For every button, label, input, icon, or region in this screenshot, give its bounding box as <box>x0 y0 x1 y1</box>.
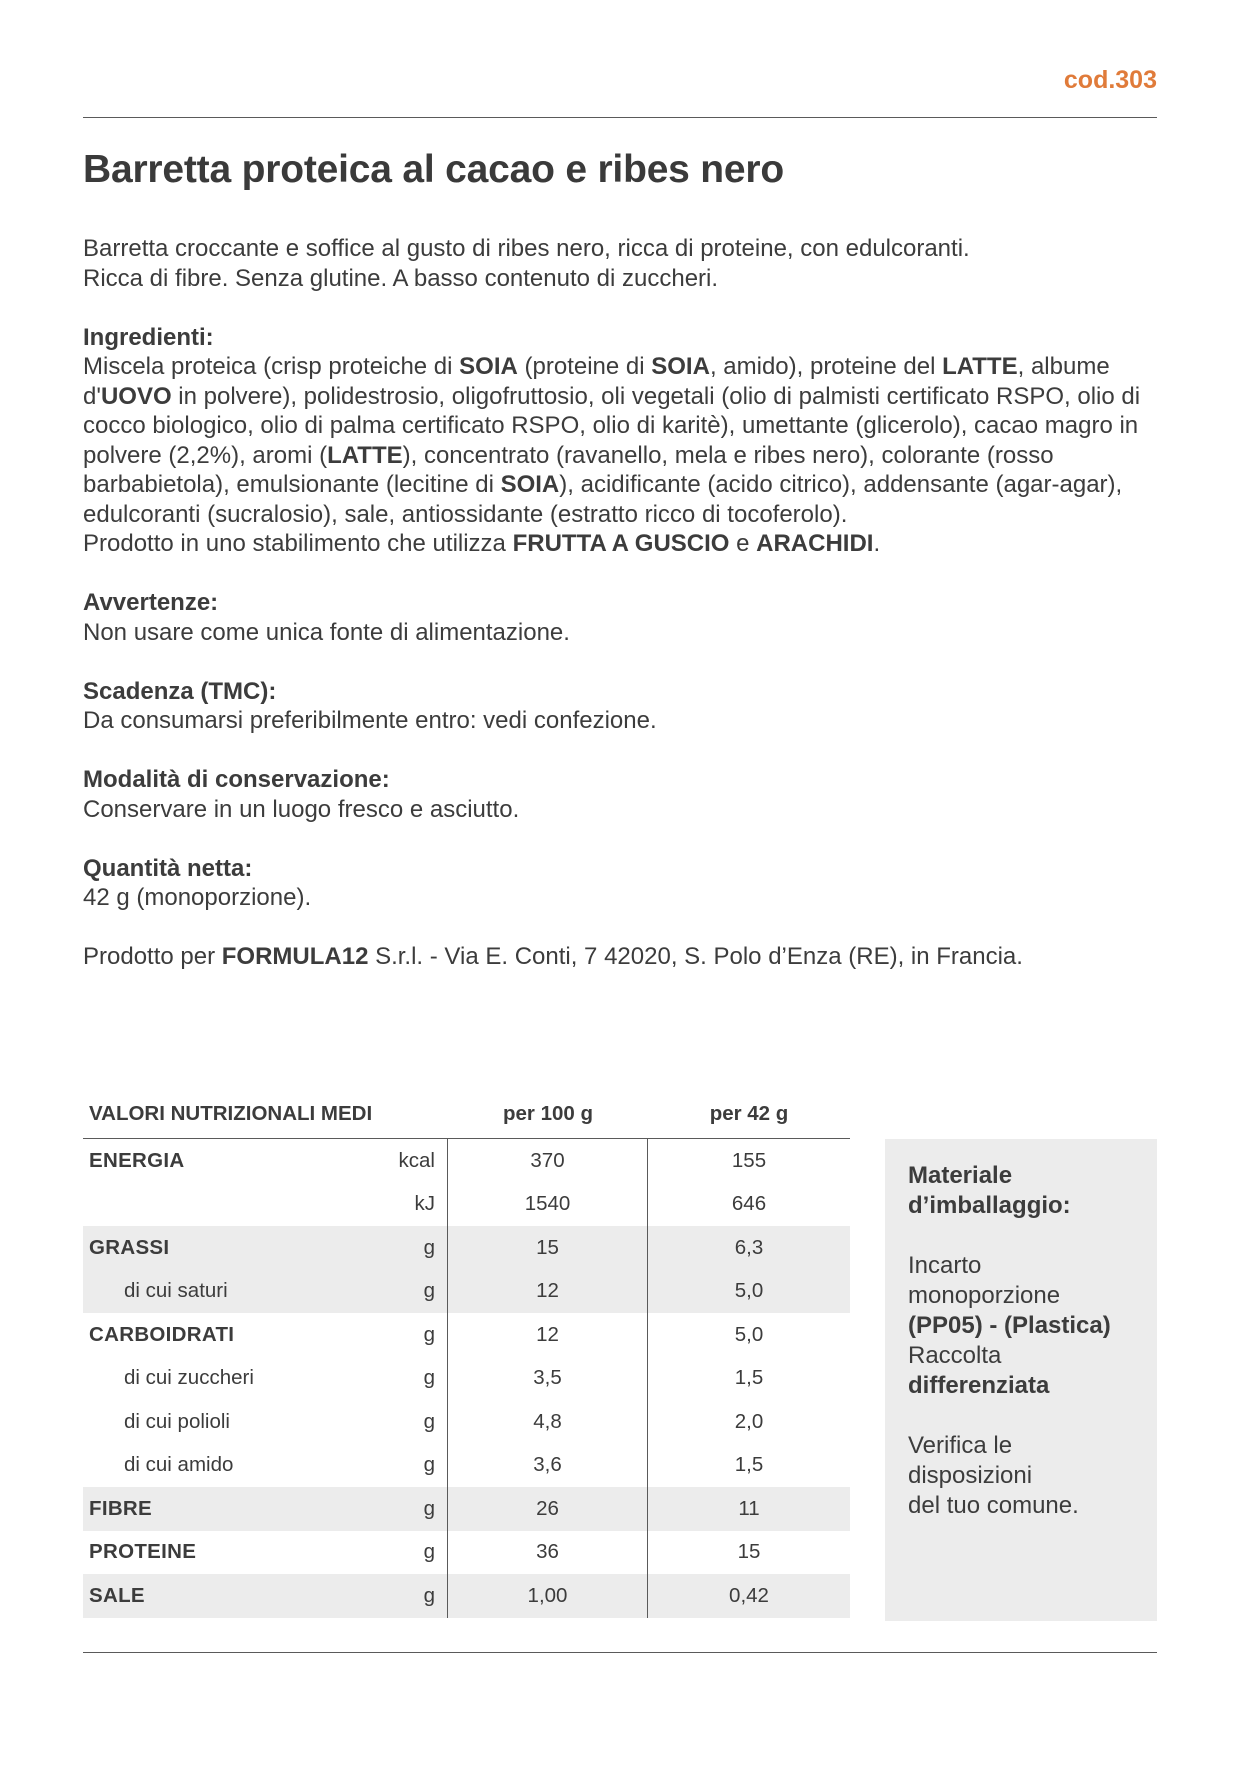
storage-heading: Modalità di conservazione: <box>83 766 390 793</box>
table-row <box>83 1400 850 1444</box>
nutrient-name: di cui saturi <box>124 1279 228 1303</box>
value-per-42g: 1,5 <box>734 1366 764 1390</box>
packaging-line: Incarto <box>908 1252 982 1279</box>
nutrient-unit: kJ <box>353 1183 448 1227</box>
net-quantity-heading: Quantità netta: <box>83 854 253 882</box>
producer-brand: FORMULA12 <box>221 943 369 970</box>
packaging-line: Raccolta <box>908 1342 1002 1369</box>
value-per-42g: 0,42 <box>729 1583 769 1607</box>
nutrient-name: CARBOIDRATI <box>89 1322 235 1346</box>
producer-prefix: Prodotto per <box>83 943 222 970</box>
packaging-line: differenziata <box>908 1372 1050 1399</box>
facility-part: e <box>729 530 757 557</box>
value-per-100g: 12 <box>448 1270 648 1314</box>
nutrient-name: di cui amido <box>124 1453 234 1477</box>
nutrient-unit: kcal <box>353 1139 448 1183</box>
producer-address: S.r.l. - Via E. Conti, 7 42020, S. Polo d’Enza (RE), in Francia. <box>368 943 1023 970</box>
warnings-heading: Avvertenze: <box>83 589 219 616</box>
nutrient-unit: g <box>353 1487 448 1531</box>
packaging-heading-line: d’imballaggio: <box>908 1192 1071 1219</box>
ingredients-heading: Ingredienti: <box>83 323 214 351</box>
table-row <box>83 1183 850 1227</box>
packaging-note <box>908 1431 1137 1521</box>
ingredients-part: , albume d' <box>83 353 1110 410</box>
ingredients-part: (proteine di <box>517 353 652 380</box>
table-row <box>83 1574 850 1618</box>
value-per-42g: 2,0 <box>734 1409 764 1433</box>
table-row <box>83 1139 850 1183</box>
allergen: FRUTTA A GUSCIO <box>512 530 730 557</box>
net-quantity-text: 42 g (monoporzione). <box>83 884 312 911</box>
nutrient-unit: g <box>353 1270 448 1314</box>
description-line-1: Barretta croccante e soffice al gusto di ribes nero, ricca di proteine, con edulcoranti. <box>83 235 970 262</box>
value-per-42g: 15 <box>737 1540 761 1564</box>
allergen: SOIA <box>459 353 518 380</box>
value-per-100g: 3,5 <box>448 1357 648 1401</box>
page-title: Barretta proteica al cacao e ribes nero <box>83 148 785 191</box>
table-row <box>83 1357 850 1401</box>
allergen: ARACHIDI <box>756 530 874 557</box>
nutrient-unit: g <box>353 1531 448 1575</box>
top-divider <box>83 117 1157 118</box>
nutrition-header <box>83 1090 850 1139</box>
value-per-42g: 5,0 <box>734 1279 764 1303</box>
value-per-42g: 1,5 <box>734 1453 764 1477</box>
value-per-42g: 6,3 <box>734 1235 764 1259</box>
nutrition-col-label: VALORI NUTRIZIONALI MEDI <box>89 1102 373 1125</box>
value-per-100g: 36 <box>448 1531 648 1575</box>
table-row <box>83 1270 850 1314</box>
packaging-material <box>908 1251 1137 1401</box>
ingredients-part: , amido), proteine del <box>709 353 943 380</box>
nutrition-table <box>83 1090 850 1618</box>
table-row <box>83 1226 850 1270</box>
value-per-100g: 370 <box>448 1139 648 1183</box>
value-per-42g: 155 <box>731 1148 767 1172</box>
nutrient-unit: g <box>353 1313 448 1357</box>
description-line-2: Ricca di fibre. Senza glutine. A basso contenuto di zuccheri. <box>83 264 719 292</box>
nutrition-rows <box>83 1139 850 1618</box>
packaging-line: monoporzione <box>908 1282 1061 1309</box>
packaging-line: del tuo comune. <box>908 1492 1079 1519</box>
allergen: SOIA <box>651 353 710 380</box>
packaging-line: disposizioni <box>908 1462 1033 1489</box>
nutrition-col-42g: per 42 g <box>709 1102 789 1125</box>
table-row <box>83 1531 850 1575</box>
ingredients-part: ), acidificante (acido citrico), addensante (agar-agar), edulcoranti (sucralosio), sale, antiossidante (estratto ricco di tocoferolo). <box>83 471 1123 528</box>
nutrient-name: di cui zuccheri <box>124 1366 254 1390</box>
value-per-100g: 26 <box>448 1487 648 1531</box>
nutrition-col-100g: per 100 g <box>502 1102 594 1125</box>
nutrient-name: SALE <box>89 1583 145 1607</box>
bottom-divider <box>83 1652 1157 1653</box>
packaging-heading <box>908 1161 1137 1221</box>
facility-part: . <box>873 530 881 557</box>
producer-info <box>83 942 1157 972</box>
packaging-code: (PP05) - (Plastica) <box>908 1312 1111 1339</box>
warnings-text: Non usare come unica fonte di alimentazione. <box>83 618 570 646</box>
description <box>83 234 1157 293</box>
expiry-heading: Scadenza (TMC): <box>83 677 277 705</box>
allergen: LATTE <box>327 441 403 469</box>
nutrient-name: di cui polioli <box>124 1409 230 1433</box>
allergen: UOVO <box>100 382 172 410</box>
facility-part: Prodotto in uno stabilimento che utilizza <box>83 530 513 557</box>
nutrient-name: GRASSI <box>89 1235 170 1259</box>
packaging-line: Verifica le <box>908 1432 1013 1459</box>
value-per-42g: 11 <box>738 1496 760 1520</box>
ingredients-text <box>83 352 1157 529</box>
allergen: LATTE <box>942 353 1018 380</box>
value-per-42g: 5,0 <box>734 1322 764 1346</box>
value-per-42g: 646 <box>731 1192 767 1216</box>
nutrient-unit: g <box>353 1357 448 1401</box>
value-per-100g: 15 <box>448 1226 648 1270</box>
product-info <box>83 234 1157 972</box>
value-per-100g: 4,8 <box>448 1400 648 1444</box>
table-row <box>83 1444 850 1488</box>
value-per-100g: 3,6 <box>448 1444 648 1488</box>
allergen: SOIA <box>500 471 560 498</box>
ingredients-part: in polvere), polidestrosio, oligofruttosio, oli vegetali (olio di palmisti certificato RSPO, olio di cocco biologico, olio di palma certificato RSPO, olio di karitè), umettante (glicerolo), cacao magro in polvere (2,2%), aromi ( <box>83 382 1141 469</box>
nutrient-unit: g <box>353 1574 448 1618</box>
ingredients-part: Miscela proteica (crisp proteiche di <box>83 353 460 380</box>
expiry-text: Da consumarsi preferibilmente entro: vedi confezione. <box>83 707 657 734</box>
storage-text: Conservare in un luogo fresco e asciutto. <box>83 795 520 823</box>
nutrient-name: ENERGIA <box>89 1148 185 1172</box>
ingredients-part: ), concentrato (ravanello, mela e ribes nero), colorante (rosso barbabietola), emulsionante (lecitine di <box>83 441 1054 498</box>
nutrient-name: PROTEINE <box>89 1540 197 1564</box>
nutrient-unit: g <box>353 1444 448 1488</box>
product-code: cod.303 <box>1063 66 1157 94</box>
value-per-100g: 1,00 <box>448 1574 648 1618</box>
nutrient-name: FIBRE <box>89 1496 152 1520</box>
packaging-heading-line: Materiale <box>908 1162 1013 1189</box>
nutrient-unit: g <box>353 1400 448 1444</box>
table-row <box>83 1487 850 1531</box>
value-per-100g: 12 <box>448 1313 648 1357</box>
value-per-100g: 1540 <box>448 1183 648 1227</box>
facility-note <box>83 529 1157 559</box>
table-row <box>83 1313 850 1357</box>
packaging-box <box>885 1139 1157 1621</box>
nutrient-unit: g <box>353 1226 448 1270</box>
